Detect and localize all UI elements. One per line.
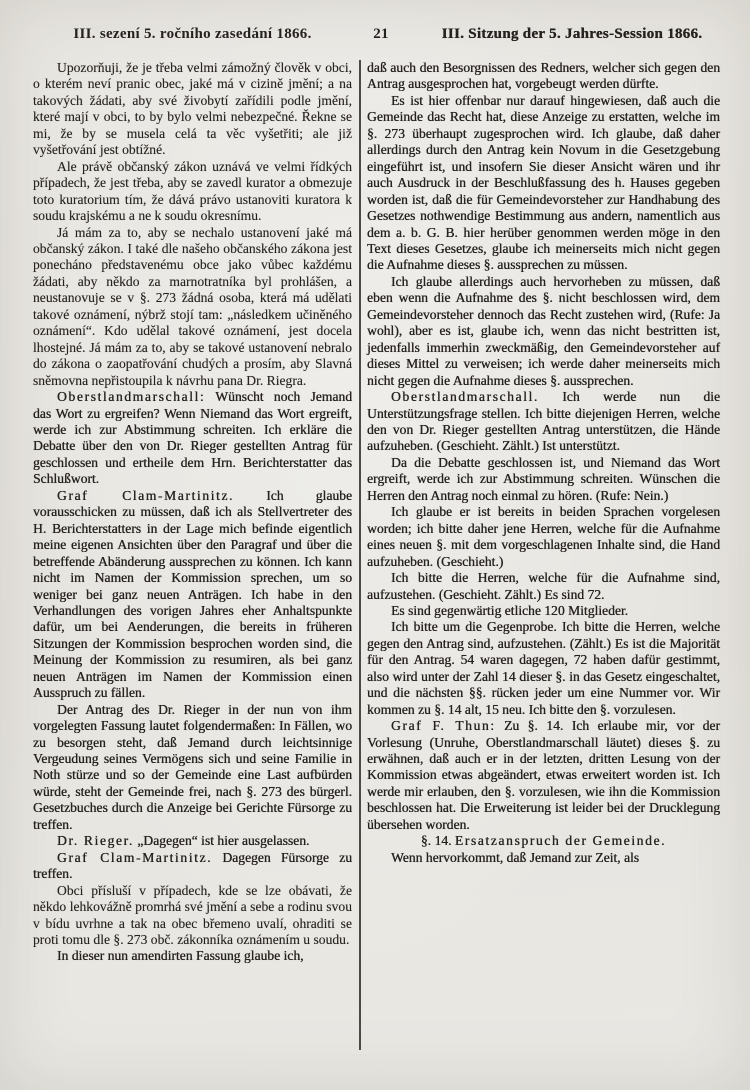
speaker-name: Graf Clam-Martinitz. — [57, 487, 235, 503]
speaker-name: Graf F. Thun: — [391, 718, 496, 734]
paragraph-text: „Dagegen“ ist hier ausgelassen. — [133, 833, 310, 849]
paragraph — [367, 60, 720, 93]
paragraph-text: Ale právě občanský zákon uznává ve velmi řídkých případech, že jest třeba, aby se zavedl kurator a obmezuje toto kuratorium tím, že dává právo ustanoviti kuratora k soudu krajskému a ne k soudu okresnímu. — [33, 158, 352, 224]
paragraph — [367, 570, 720, 603]
paragraph-text: In dieser nun amendirten Fassung glaube ich, — [57, 948, 304, 964]
right-column — [352, 60, 720, 1090]
paragraph-text: Upozorňuji, že je třeba velmi zámožný člověk v obci, o kterém neví pranic obec, jaké má v cizině jmění; a na takových žádati, aby své živobytí zařídili podle jmění, které mají v obci, to by bylo velmi nebezpečné. Řekne se mi, že by se musela celá ta věc vyšetřiti; ale již vyšetřování jest obtížné. — [33, 60, 352, 158]
paragraph — [33, 883, 352, 949]
paragraph-text: Wenn hervorkommt, daß Jemand zur Zeit, als — [391, 849, 640, 865]
paragraph-text: Der Antrag des Dr. Rieger in der nun von ihm vorgelegten Fassung lautet folgendermaßen: In Fällen, wo zu besorgen steht, daß Jemand durch leichtsinnige Vergeudung seines Vermögens sich und seine Familie in Noth stürze und so der Gemeinde eine Last aufbürden würde, steht der Gemeinde frei, nach §. 273 des bürgerl. Gesetzbuches durch die Anzeige bei Gerichte Fürsorge zu treffen. — [33, 701, 352, 832]
paragraph-text: Ich glaube vorausschicken zu müssen, daß ich als Stellvertreter des H. Berichterstatters in der Lage mich befinde eigentlich meine eigenen Ansichten über den Paragraf und über die betreffende Abänderung aussprechen zu können. Ich kann nicht im Namen der Kommission sprechen, um so weniger bei ganz neuen Anträgen. Ich habe in den Verhandlungen des vorigen Jahres eher Anhaltspunkte dafür, um bei Aenderungen, die bereits in früheren Sitzungen der Kommission besprochen worden sind, die Meinung der Kommission zu resumiren, als bei ganz neuen Anträgen im Namen der Kommission einen Ausspruch zu fällen. — [33, 487, 352, 701]
speaker-name: Dr. Rieger. — [57, 833, 134, 849]
paragraph — [367, 718, 720, 833]
paragraph — [33, 389, 352, 488]
paragraph-text: §. 14. — [420, 833, 455, 849]
paragraph — [33, 702, 352, 834]
session-title-czech: III. sezení 5. ročního zasedání 1866. — [73, 26, 312, 42]
speaker-name: Graf Clam-Martinitz. — [57, 849, 213, 865]
page-header — [33, 26, 720, 43]
page-number: 21 — [373, 26, 389, 42]
paragraph-text: Ich glaube er ist bereits in beiden Sprachen vorgelesen worden; ich bitte daher jene Herren, welche für die Aufnahme eines neuen §. mit dem vorgeschlagenen Inhalte sind, die Hand aufzuheben. (Geschieht.) — [367, 504, 720, 569]
paragraph — [367, 93, 720, 274]
paragraph — [33, 225, 352, 390]
paragraph — [367, 504, 720, 570]
paragraph — [367, 274, 720, 389]
paragraph-text: Dagegen Fürsorge zu treffen. — [33, 849, 352, 882]
paragraph-text: Obci přísluší v případech, kde se lze obávati, že někdo lehkovážně promrhá své jmění a sebe a rodinu svou v bídu uvrhne a tak na obec břemeno uvalí, ohraditi se proti tomu dle §. 273 obč. zákonníka oznámením u soudu. — [33, 882, 352, 948]
paragraph — [33, 948, 352, 964]
paragraph-text: Ich glaube allerdings auch hervorheben zu müssen, daß eben wenn die Aufnahme des §. nicht beschlossen wird, dem Gemeindevorsteher dennoch das Recht zustehen wird, (Rufe: Ja wohl), aber es ist, glaube ich, wenn das nicht bestritten ist, jedenfalls immerhin zweckmäßig, den Gemeindevorsteher auf dieses Mittel zu verweisen; ich werde daher meinerseits mich nicht gegen die Aufnahme dieses §. aussprechen. — [367, 273, 720, 388]
paragraph — [33, 850, 352, 883]
paragraph-text: Já mám za to, aby se nechalo ustanovení jaké má občanský zákon. I také dle našeho občanského zákona jest ponecháno představenému obce jako vůbec každému žádati, aby někdo za marnotratníka byl prohlášen, a neustanovuje se v §. 273 žádná osoba, která má udělati takové oznámení, nýbrž stojí tam: „následkem učiněného oznámení“. Kdo udělal takové oznámení, jest docela lhostejné. Já mám za to, aby se takové ustanovení nebralo do zákona o zaopatřování chudých a prosím, aby Slavná sněmovna nepřistoupila k návrhu pana Dr. Riegra. — [33, 224, 352, 388]
session-title-german: III. Sitzung der 5. Jahres-Session 1866. — [441, 26, 703, 42]
paragraph — [33, 488, 352, 702]
paragraph-text: Da die Debatte geschlossen ist, und Niemand das Wort ergreift, werde ich zur Abstimmung schreiten. Wünschen die Herren den Antrag noch einmal zu hören. (Rufe: Nein.) — [367, 454, 720, 503]
paragraph — [33, 159, 352, 225]
paragraph — [367, 833, 720, 849]
paragraph-text: Wünscht noch Jemand das Wort zu ergreifen? Wenn Niemand das Wort ergreift, werde ich zur Abstimmung schreiten. Ich erkläre die Debatte über den von Dr. Rieger gestellten Antrag für geschlossen und ertheile dem Hrn. Berichterstatter das Schlußwort. — [33, 389, 352, 487]
speaker-name: Ersatzanspruch der Gemeinde. — [454, 833, 667, 849]
paragraph-text: daß auch den Besorgnissen des Redners, welcher sich gegen den Antrag ausgesprochen hat, vorgebeugt werden dürfte. — [367, 60, 720, 92]
paragraph-text: Zu §. 14. Ich erlaube mir, vor der Vorlesung (Unruhe, Oberstlandmarschall läutet) dieses §. zu erwähnen, daß auch er in der letzten, dritten Lesung von der Kommission etwas abgeändert, etwas erweitert worden ist. Ich werde mir erlauben, den §. vorzulesen, wie ihn die Kommission beschlossen hat. Die Erweiterung ist leider bei der Drucklegung übersehen worden. — [367, 718, 720, 832]
paragraph — [367, 455, 720, 504]
paragraph — [33, 833, 352, 849]
paragraph — [367, 850, 720, 866]
paragraph — [367, 619, 720, 718]
paragraph-text: Es sind gegenwärtig etliche 120 Mitglieder. — [391, 602, 629, 618]
paragraph-text: Ich werde nun die Unterstützungsfrage stellen. Ich bitte diejenigen Herren, welche den von Dr. Rieger gestellten Antrag unterstützen, die Hände aufzuheben. (Geschieht. Zählt.) Ist unterstützt. — [367, 389, 720, 454]
paragraph — [367, 603, 720, 619]
text-columns — [33, 60, 720, 1090]
speaker-name: Oberstlandmarschall: — [57, 389, 206, 405]
paragraph-text: Es ist hier offenbar nur darauf hingewiesen, daß auch die Gemeinde das Recht hat, diese Anzeige zu erstatten, welche im §. 273 überhaupt zugesprochen wird. Ich glaube, daß daher allerdings durch den Antrag kein Novum in die Gesetzgebung eingeführt ist, und insofern Sie dieser Ansicht wären und ihr auch Ausdruck in der Beschlußfassung des h. Hauses gegeben worden ist, daß die für Gemeindevorsteher zur Handhabung des Gesetzes nothwendige Bestimmung aus andern, namentlich aus dem a. b. G. B. hier herüber genommen werden möge in den Text dieses Gesetzes, glaube ich meinerseits mich nicht gegen die Aufnahme dieses §. aussprechen zu müssen. — [367, 92, 720, 273]
column-divider-line — [359, 60, 361, 1050]
speaker-name: Oberstlandmarschall. — [391, 389, 539, 405]
paragraph — [33, 60, 352, 159]
paragraph-text: Ich bitte um die Gegenprobe. Ich bitte die Herren, welche gegen den Antrag sind, aufzustehen. (Zählt.) Es ist die Majorität für den Antrag. 54 waren dagegen, 72 haben dafür gestimmt, also wird unter der Zahl 14 dieser §. in das Gesetz eingeschaltet, und die nächsten §§. rücken jeder um eine Nummer vor. Wir kommen zu §. 14 alt, 15 neu. Ich bitte den §. vorzulesen. — [367, 619, 720, 717]
paragraph — [367, 389, 720, 455]
left-column — [33, 60, 352, 1090]
paragraph-text: Ich bitte die Herren, welche für die Aufnahme sind, aufzustehen. (Geschieht. Zählt.) Es sind 72. — [367, 570, 720, 602]
